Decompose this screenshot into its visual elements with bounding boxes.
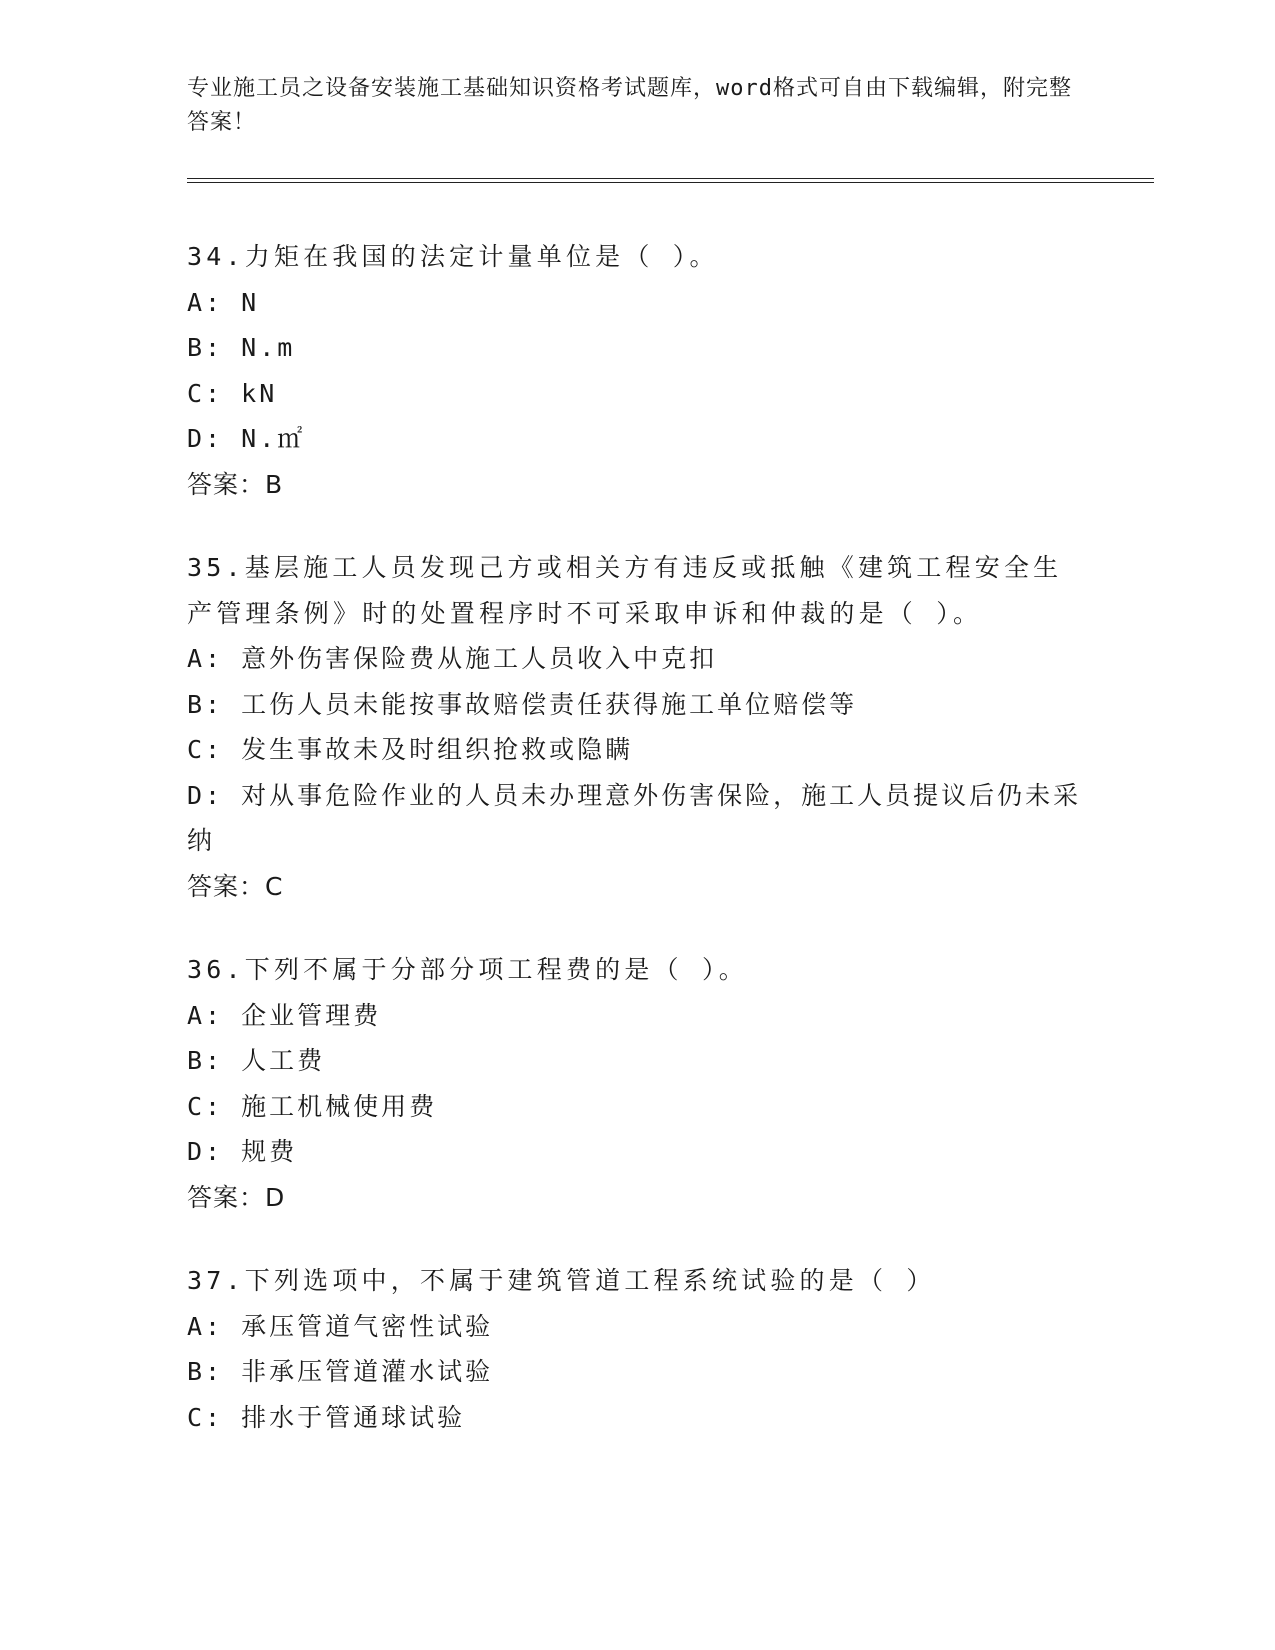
option-d: D: N.㎡	[187, 424, 306, 453]
header-divider	[187, 178, 1154, 183]
option-c: C: kN	[187, 378, 278, 408]
question-stem: 36.下列不属于分部分项工程费的是（ ）。	[187, 955, 748, 984]
option-d: D: 规费	[187, 1137, 298, 1166]
question-36	[187, 947, 1087, 1220]
answer-line: 答案：C	[187, 871, 284, 901]
option-c: C: 发生事故未及时组织抢救或隐瞒	[187, 735, 634, 764]
option-b: B: 非承压管道灌水试验	[187, 1357, 494, 1386]
option-c: C: 施工机械使用费	[187, 1091, 438, 1121]
option-c: C: 排水于管通球试验	[187, 1402, 466, 1432]
question-stem: 34.力矩在我国的法定计量单位是（ ）。	[187, 242, 719, 271]
option-b: B: 人工费	[187, 1046, 326, 1075]
option-a: A: 企业管理费	[187, 1000, 382, 1030]
question-stem: 37.下列选项中，不属于建筑管道工程系统试验的是（ ）	[187, 1266, 936, 1295]
document-header: 专业施工员之设备安装施工基础知识资格考试题库，word格式可自由下载编辑，附完整答案！	[187, 76, 1072, 135]
question-34	[187, 234, 1087, 507]
option-b: B: 工伤人员未能按事故赔偿责任获得施工单位赔偿等	[187, 689, 858, 719]
option-a: A: 承压管道气密性试验	[187, 1311, 494, 1341]
option-a: A: 意外伤害保险费从施工人员收入中克扣	[187, 644, 718, 673]
option-a: A: N	[187, 287, 260, 317]
question-list	[187, 234, 1087, 1478]
option-b: B: N.m	[187, 333, 296, 362]
question-stem: 35.基层施工人员发现己方或相关方有违反或抵触《建筑工程安全生产管理条例》时的处置程序时不可采取申诉和仲裁的是（ ）。	[187, 553, 1063, 628]
question-37	[187, 1258, 1087, 1440]
answer-line: 答案：D	[187, 1182, 286, 1212]
question-35	[187, 545, 1087, 909]
answer-line: 答案：B	[187, 469, 284, 499]
option-d: D: 对从事危险作业的人员未办理意外伤害保险，施工人员提议后仍未采纳	[187, 780, 1082, 855]
